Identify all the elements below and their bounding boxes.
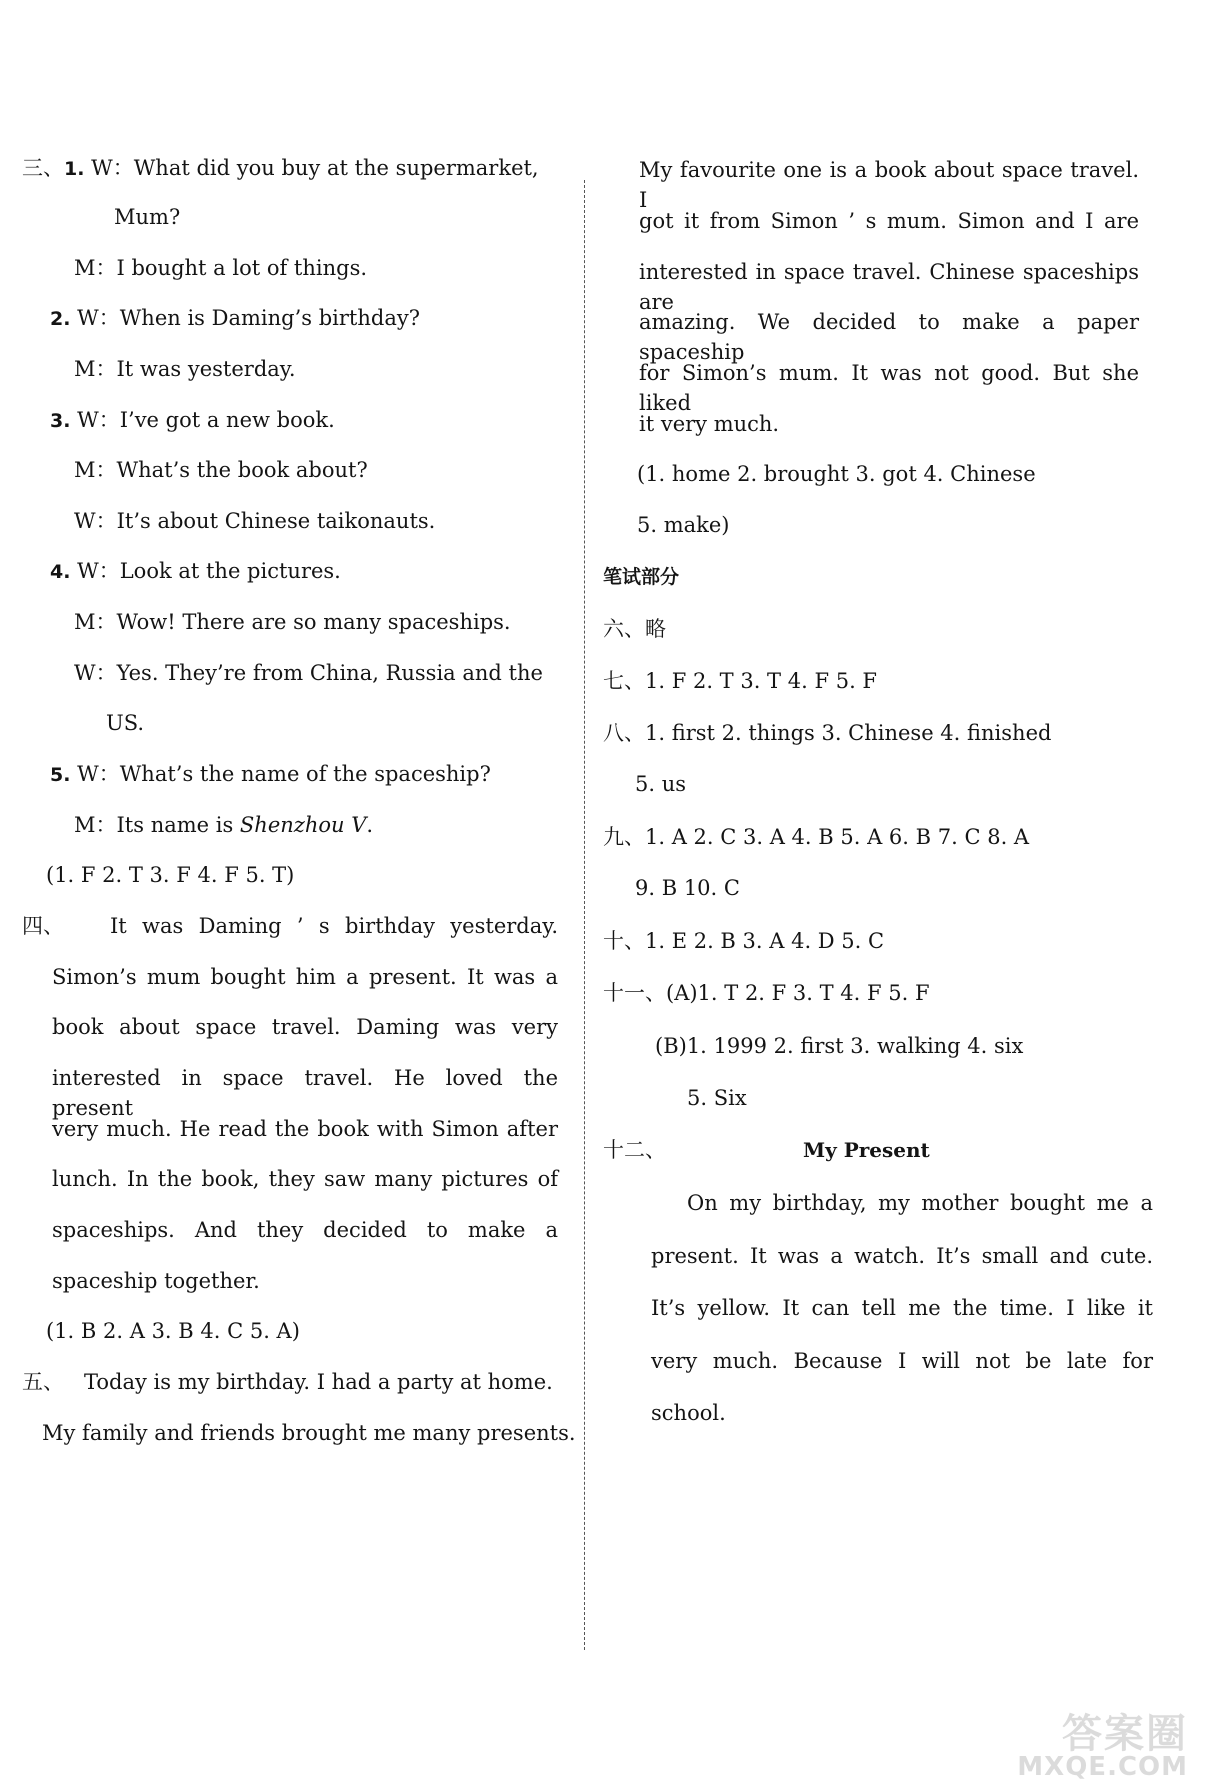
s12-label: 十二、 [603,1138,666,1162]
s12-line: It’s yellow. It can tell me the time. I like it [651,1296,1153,1320]
s4-line: interested in space travel. He loved the present [52,1066,558,1120]
s3-q5-m: M：Its name is Shenzhou V. [74,813,374,837]
s5-answers-2: 5. make) [637,513,730,537]
s4-line: lunch. In the book, they saw many pictures of [52,1167,558,1191]
s12-line: On my birthday, my mother bought me a [687,1191,1153,1215]
s4-line: spaceships. And they decided to make a [52,1218,558,1242]
s5-cont-line: amazing. We decided to make a paper spaceship [639,310,1139,364]
s3-label: 三、 [22,156,64,180]
s3-q3-m: M：What’s the book about? [74,458,368,482]
s4-label: 四、 [22,914,64,938]
s3-q2-w: 2. W：When is Daming’s birthday? [50,306,420,330]
s8-answers-1: 八、1. first 2. things 3. Chinese 4. finished [603,721,1052,745]
s5-cont-line: interested in space travel. Chinese spaceships are [639,260,1139,314]
s6-answer: 六、略 [603,617,666,641]
column-divider [584,180,585,1650]
s5-cont-line: for Simon’s mum. It was not good. But she liked [639,361,1139,415]
watermark-text-bottom: MXQE.COM [1017,1752,1188,1782]
s5-line: Today is my birthday. I had a party at home. [84,1370,553,1394]
s4-line: Simon’s mum bought him a present. It was a [52,965,558,989]
s5-cont-line: My favourite one is a book about space travel. I [639,158,1139,212]
s3-q1-m: M：I bought a lot of things. [74,256,368,280]
written-heading: 笔试部分 [603,566,680,588]
s5-label: 五、 [22,1370,64,1394]
s3-q4-w3: US. [106,711,145,735]
watermark-text-top: 答案圈 [1062,1711,1188,1757]
s11-answers-c: 5. Six [687,1086,747,1110]
s9-answers-1: 九、1. A 2. C 3. A 4. B 5. A 6. B 7. C 8. A [603,825,1030,849]
s10-answers: 十、1. E 2. B 3. A 4. D 5. C [603,929,885,953]
s3-q2-m: M：It was yesterday. [74,357,296,381]
s11-answers-b: (B)1. 1999 2. first 3. walking 4. six [655,1034,1024,1058]
s3-q3-w2: W：It’s about Chinese taikonauts. [74,509,436,533]
s5-cont-line: got it from Simon ’ s mum. Simon and I are [639,209,1139,233]
s9-answers-2: 9. B 10. C [635,876,740,900]
s12-line: school. [651,1401,726,1425]
watermark [1017,1702,1198,1782]
s3-q3-w: 3. W：I’ve got a new book. [50,408,335,432]
s3-q4-m: M：Wow! There are so many spaceships. [74,610,511,634]
s11-answers-a: 十一、(A)1. T 2. F 3. T 4. F 5. F [603,981,930,1005]
s3-q1-w2: Mum? [114,205,181,229]
s5-cont-line: it very much. [639,412,780,436]
s3-q4-w: 4. W：Look at the pictures. [50,559,341,583]
s5-line: My family and friends brought me many presents. [42,1421,576,1445]
s12-line: very much. Because I will not be late for [651,1349,1153,1373]
s4-line: very much. He read the book with Simon after [52,1117,558,1141]
s4-answers: (1. B 2. A 3. B 4. C 5. A) [46,1319,300,1343]
s4-line: book about space travel. Daming was very [52,1015,558,1039]
s12-title: My Present [803,1138,930,1162]
s3-q5-w: 5. W：What’s the name of the spaceship? [50,762,491,786]
s4-line: It was Daming ’ s birthday yesterday. [110,914,558,938]
s3-q4-w2: W：Yes. They’re from China, Russia and the [74,661,543,685]
s7-answers: 七、1. F 2. T 3. T 4. F 5. F [603,669,877,693]
s12-line: present. It was a watch. It’s small and cute. [651,1244,1153,1268]
s8-answers-2: 5. us [635,772,687,796]
s5-answers-1: (1. home 2. brought 3. got 4. Chinese [637,462,1036,486]
s3-answers: (1. F 2. T 3. F 4. F 5. T) [46,863,295,887]
s3-q1-line: 三、1. W：What did you buy at the supermarket, [22,156,539,180]
s4-line: spaceship together. [52,1269,260,1293]
